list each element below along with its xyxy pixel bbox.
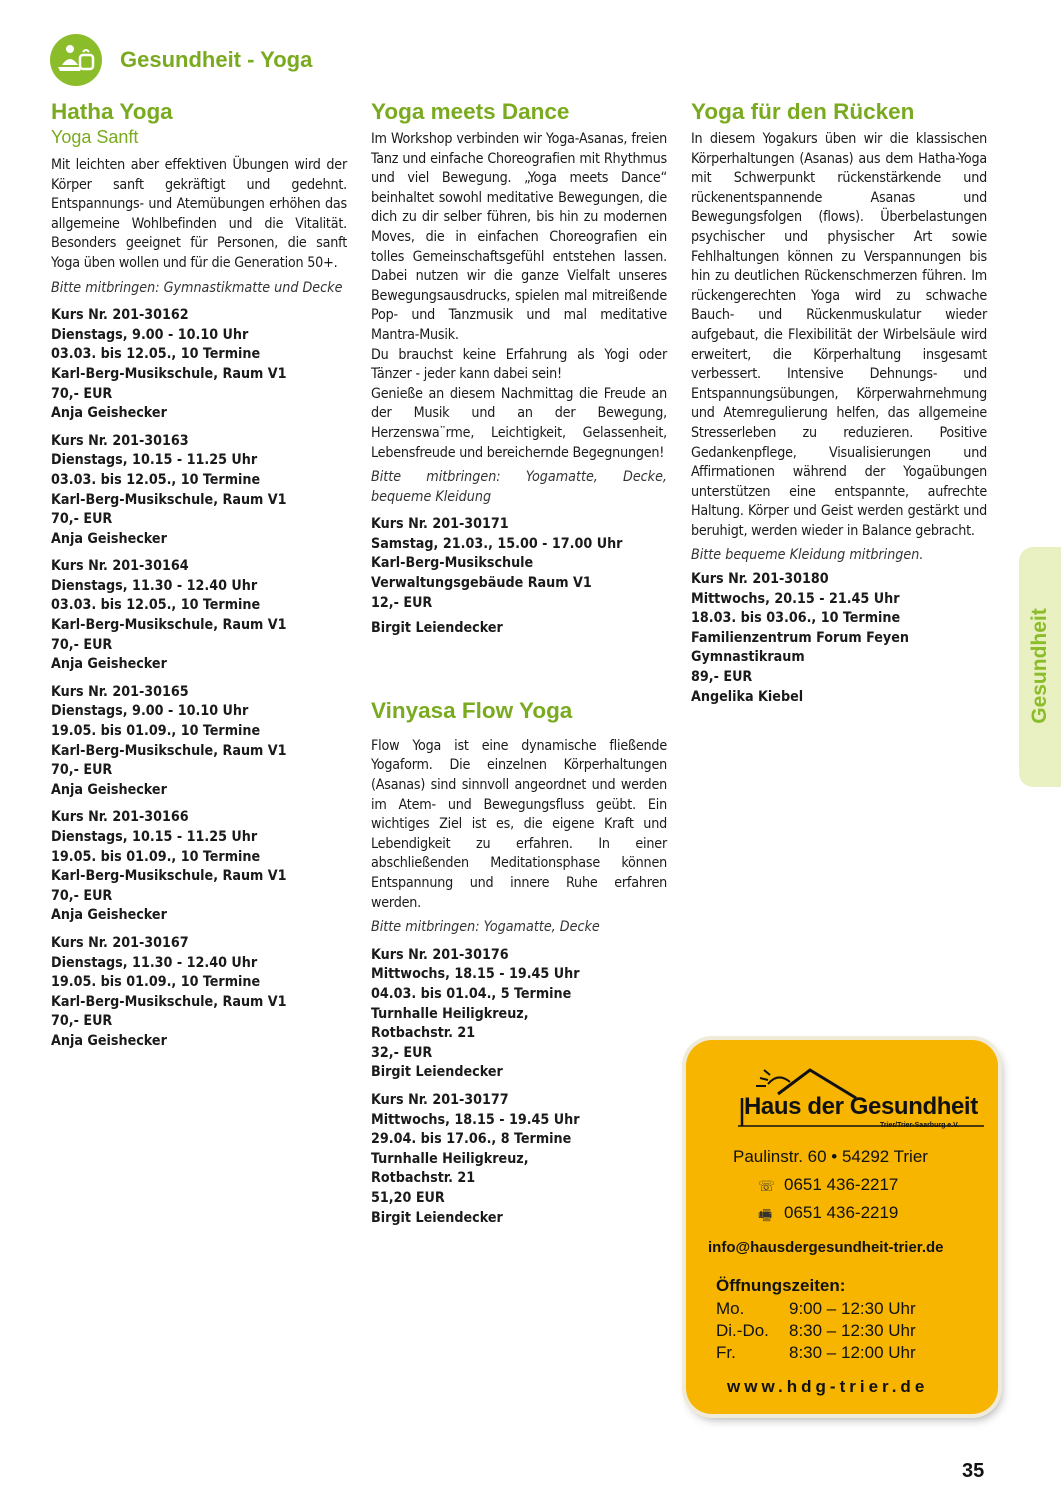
column-ruecken <box>691 98 987 707</box>
course-dates: 03.03. bis 12.05., 10 Termine <box>51 597 261 614</box>
course-place: Turnhalle Heiligkreuz, <box>371 1005 529 1022</box>
hours-row <box>716 1320 916 1342</box>
vinyasa-description: Flow Yoga ist eine dynamische fließende Yogaform. Die einzelnen Körperhaltungen (Asanas) sind sinnvoll angeordnet und werden im Atem- und Bewegungsfluss geübt. Ein wichtiges Ziel ist es, die eigene Kraft und Lebendigkeit zu erfahren. In einer abschließenden Meditationsphase können Entspannung und innere Ruhe erfahren werden. <box>371 737 667 911</box>
course-place: Gymnastikraum <box>691 649 805 666</box>
yoga-dance-bring: Bitte mitbringen: Yogamatte, Decke, bequeme Kleidung <box>371 469 667 505</box>
ad-organization-subtitle: Trier/Trier-Saarburg e.V. <box>880 1122 960 1129</box>
course-teacher: Birgit Leiendecker <box>371 620 503 637</box>
hatha-yoga-bring: Bitte mitbringen: Gymnastikmatte und Decke <box>51 279 343 296</box>
course-dates: 03.03. bis 12.05., 10 Termine <box>51 471 261 488</box>
course-number: Kurs Nr. 201-30164 <box>51 558 189 575</box>
course-teacher: Birgit Leiendecker <box>371 1209 503 1226</box>
course-price: 32,- EUR <box>371 1044 433 1061</box>
hours-row <box>716 1342 916 1364</box>
vinyasa-title: Vinyasa Flow Yoga <box>371 697 573 723</box>
course-time: Mittwochs, 18.15 - 19.45 Uhr <box>371 966 580 983</box>
hours-time: 9:00 – 12:30 Uhr <box>789 1299 916 1318</box>
course-entry <box>51 432 347 550</box>
page-number: 35 <box>962 1460 985 1482</box>
hours-time: 8:30 – 12:30 Uhr <box>789 1321 916 1340</box>
ad-email: info@hausdergesundheit-trier.de <box>708 1239 944 1256</box>
course-number: Kurs Nr. 201-30177 <box>371 1091 509 1108</box>
column-hatha-yoga <box>51 98 347 1052</box>
hours-day: Fr. <box>716 1343 736 1362</box>
course-place: Karl-Berg-Musikschule <box>371 555 534 572</box>
course-time: Samstag, 21.03., 15.00 - 17.00 Uhr <box>371 535 623 552</box>
course-number: Kurs Nr. 201-30166 <box>51 809 189 826</box>
ruecken-bring: Bitte bequeme Kleidung mitbringen. <box>691 547 924 564</box>
course-place: Karl-Berg-Musikschule, Raum V1 <box>51 491 287 508</box>
fax-icon: 🖷 <box>758 1206 773 1224</box>
course-price: 70,- EUR <box>51 636 113 653</box>
course-time: Dienstags, 10.15 - 11.25 Uhr <box>51 452 258 469</box>
course-dates: 19.05. bis 01.09., 10 Termine <box>51 974 261 991</box>
hours-day: Di.-Do. <box>716 1321 769 1340</box>
course-entry <box>51 934 347 1052</box>
course-number: Kurs Nr. 201-30171 <box>371 516 509 533</box>
ad-phone: 0651 436-2217 <box>784 1175 899 1194</box>
course-price: 70,- EUR <box>51 887 113 904</box>
course-place: Turnhalle Heiligkreuz, <box>371 1150 529 1167</box>
course-price: 70,- EUR <box>51 762 113 779</box>
column-dance-vinyasa <box>371 98 667 1228</box>
course-number: Kurs Nr. 201-30162 <box>51 307 189 324</box>
course-place: Karl-Berg-Musikschule, Raum V1 <box>51 365 287 382</box>
course-time: Dienstags, 10.15 - 11.25 Uhr <box>51 829 258 845</box>
course-entry <box>51 683 347 801</box>
ruecken-description: In diesem Yogakurs üben wir die klassischen Körperhaltungen (Asanas) aus dem Hatha-Yoga mit Schwerpunkt rückenstärkende und rückenentspannende Asanas und Bewegungsfolgen (flows). Überbelastungen psychischer und physischer Art sowie Fehlhaltungen können zu Verspannungen bis hin zu deutlichen Rückenschmerzen führen. Im rückengerechten Yoga wird zu schwache Bauch- und Rückenmuskulatur wieder aufgebaut, die Flexibilität der Wirbelsäule wird erweitert, die Körperhaltung insgesamt verbessert. Intensive Dehnungs- und Entspannungsübungen, Körperwahrnehmung und Atemregulierung helfen, das allgemeine Stresserleben zu reduzieren. Positive Gedankenpflege, Visualisierungen und Affirmationen während der Yogaübungen unterstützen eine entspannte, aufrechte Haltung. Körper und Geist werden gestärkt und beruhigt, werden wieder in Balance gebracht. <box>691 131 987 539</box>
course-place: Verwaltungsgebäude Raum V1 <box>371 575 592 592</box>
course-teacher: Anja Geishecker <box>51 907 167 924</box>
course-dates: 18.03. bis 03.06., 10 Termine <box>691 610 901 627</box>
course-time: Dienstags, 9.00 - 10.10 Uhr <box>51 326 249 343</box>
hours-time: 8:30 – 12:00 Uhr <box>789 1343 916 1362</box>
yoga-dance-description-2: Du brauchst keine Erfahrung als Yogi oder Tänzer - jeder kann dabei sein! <box>371 346 667 383</box>
hatha-yoga-description: Mit leichten aber effektiven Übungen wird der Körper sanft gekräftigt und gedehnt. Entspannungs- und Atemübungen erhöhen das allgemeine Wohlbefinden und die Vitalität. Besonders geeignet für Personen, die sanft Yoga üben wollen und für die Generation 50+. <box>51 157 347 271</box>
course-entry <box>371 1091 667 1228</box>
hatha-yoga-subtitle: Yoga Sanft <box>51 127 139 147</box>
yoga-dance-title: Yoga meets Dance <box>371 99 570 124</box>
course-place: Rotbachstr. 21 <box>371 1170 476 1187</box>
course-price: 70,- EUR <box>51 1013 113 1030</box>
course-dates: 04.03. bis 01.04., 5 Termine <box>371 985 572 1002</box>
course-price: 70,- EUR <box>51 385 113 402</box>
hatha-yoga-title: Hatha Yoga <box>51 99 173 124</box>
course-entry <box>371 515 667 639</box>
course-place: Familienzentrum Forum Feyen <box>691 629 909 646</box>
course-dates: 19.05. bis 01.09., 10 Termine <box>51 848 261 865</box>
yoga-dance-description: Im Workshop verbinden wir Yoga-Asanas, freien Tanz und einfache Choreografien mit Rhythmus und viel Bewegung. „Yoga meets Dance“ beinhaltet sowohl meditative Bewegungen, die dich zu dir selber führen, bis hin zu modernen Moves, die in einfachen Choreografien ein tolles Gemeinschaftsgefühl entstehen lassen. Dabei nutzen wir die ganze Vielfalt unseres Bewegungsausdrucks, spielen mal mitreißende Pop- und Tanzmusik und mal meditative Mantra-Musik. <box>371 131 667 343</box>
course-time: Dienstags, 11.30 - 12.40 Uhr <box>51 577 258 594</box>
section-header <box>50 34 312 86</box>
course-teacher: Anja Geishecker <box>51 781 167 798</box>
course-number: Kurs Nr. 201-30163 <box>51 432 189 449</box>
course-price: 51,20 EUR <box>371 1189 445 1206</box>
course-place: Karl-Berg-Musikschule, Raum V1 <box>51 742 287 759</box>
course-entry <box>371 946 667 1083</box>
course-time: Dienstags, 9.00 - 10.10 Uhr <box>51 703 249 720</box>
course-teacher: Anja Geishecker <box>51 530 167 547</box>
ad-fax: 0651 436-2219 <box>784 1203 899 1222</box>
course-time: Mittwochs, 20.15 - 21.45 Uhr <box>691 590 900 607</box>
ad-website: www.hdg-trier.de <box>727 1377 929 1396</box>
course-teacher: Birgit Leiendecker <box>371 1064 503 1081</box>
course-time: Mittwochs, 18.15 - 19.45 Uhr <box>371 1111 580 1128</box>
course-dates: 03.03. bis 12.05., 10 Termine <box>51 346 261 363</box>
course-entry <box>51 808 347 926</box>
course-dates: 29.04. bis 17.06., 8 Termine <box>371 1131 572 1148</box>
course-teacher: Anja Geishecker <box>51 405 167 422</box>
phone-icon: ☏ <box>758 1177 775 1195</box>
ruecken-title: Yoga für den Rücken <box>691 99 915 124</box>
course-number: Kurs Nr. 201-30180 <box>691 571 829 588</box>
ad-hours-table <box>716 1298 916 1364</box>
course-number: Kurs Nr. 201-30167 <box>51 934 189 951</box>
side-tab-label: Gesundheit <box>1028 608 1051 724</box>
course-place: Karl-Berg-Musikschule, Raum V1 <box>51 993 287 1010</box>
course-entry <box>51 557 347 675</box>
ad-hours-title: Öffnungszeiten: <box>716 1276 846 1295</box>
vinyasa-bring: Bitte mitbringen: Yogamatte, Decke <box>371 919 600 936</box>
course-teacher: Angelika Kiebel <box>691 688 804 705</box>
course-entry <box>691 570 987 707</box>
course-price: 89,- EUR <box>691 669 753 686</box>
section-title: Gesundheit - Yoga <box>120 47 313 72</box>
course-price: 12,- EUR <box>371 594 433 611</box>
ad-address: Paulinstr. 60 • 54292 Trier <box>733 1147 928 1166</box>
course-teacher: Anja Geishecker <box>51 656 167 673</box>
yoga-dance-description-3: Genieße an diesem Nachmittag die Freude an der Musik und an der Bewegung, Herzenswa¨rme, Leichtigkeit, Gelassenheit, Lebensfreude und bereichernde Begegnungen! <box>371 385 667 461</box>
course-dates: 19.05. bis 01.09., 10 Termine <box>51 723 261 740</box>
course-time: Dienstags, 11.30 - 12.40 Uhr <box>51 954 258 971</box>
course-place: Karl-Berg-Musikschule, Raum V1 <box>51 617 287 634</box>
hours-row <box>716 1298 916 1320</box>
course-place: Karl-Berg-Musikschule, Raum V1 <box>51 868 287 885</box>
ad-organization-name: Haus der Gesundheit <box>744 1093 978 1120</box>
course-price: 70,- EUR <box>51 511 113 528</box>
hours-day: Mo. <box>716 1299 745 1318</box>
course-number: Kurs Nr. 201-30165 <box>51 683 189 700</box>
course-number: Kurs Nr. 201-30176 <box>371 946 509 963</box>
course-place: Rotbachstr. 21 <box>371 1025 476 1042</box>
course-teacher: Anja Geishecker <box>51 1032 167 1049</box>
yoga-logo-icon <box>50 34 102 86</box>
course-entry <box>51 306 347 424</box>
